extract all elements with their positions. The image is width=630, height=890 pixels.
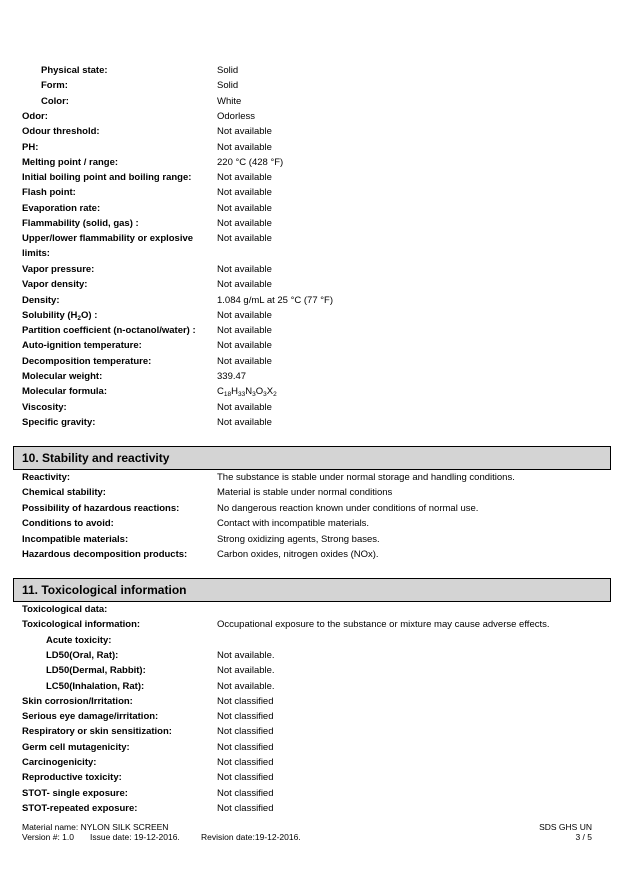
property-label: Hazardous decomposition products:	[22, 549, 188, 560]
property-row	[0, 185, 630, 200]
property-label: Decomposition temperature:	[22, 355, 152, 367]
property-value: Occupational exposure to the substance or mixture may cause adverse effects.	[217, 619, 550, 631]
property-label: Toxicological information:	[22, 619, 141, 631]
property-row	[0, 485, 630, 500]
property-label: Reactivity:	[22, 472, 71, 483]
property-value: Not available	[217, 340, 272, 352]
property-row	[0, 124, 630, 139]
property-value: Not available.	[217, 665, 275, 677]
property-label: Acute toxicity:	[46, 634, 112, 646]
property-value: 1.084 g/mL at 25 °C (77 °F)	[217, 294, 334, 306]
property-row	[0, 470, 630, 485]
property-label: Form:	[41, 80, 68, 92]
property-value: 220 °C (428 °F)	[217, 156, 284, 168]
property-row	[0, 109, 630, 124]
property-value: Not available	[217, 126, 272, 138]
property-value: Not available	[217, 325, 272, 337]
property-label: Viscosity:	[22, 401, 67, 413]
property-value: Not available.	[217, 680, 275, 692]
property-label: Evaporation rate:	[22, 202, 101, 214]
property-label: Initial boiling point and boiling range:	[22, 172, 192, 184]
property-row	[0, 648, 630, 663]
property-value: Contact with incompatible materials.	[217, 518, 370, 530]
property-value: Strong oxidizing agents, Strong bases.	[217, 533, 380, 545]
property-label: Serious eye damage/irritation:	[22, 711, 159, 723]
property-row	[0, 633, 630, 648]
property-label: Physical state:	[41, 65, 108, 76]
property-label: Toxicological data:	[22, 604, 108, 615]
property-row	[0, 155, 630, 170]
property-label: LD50(Dermal, Rabbit):	[46, 665, 146, 677]
property-value: Not classified	[217, 711, 274, 723]
property-value: Not available	[217, 202, 272, 214]
property-row	[0, 740, 630, 755]
property-label: STOT- single exposure:	[22, 787, 128, 799]
property-value: Not available	[217, 309, 272, 321]
footer-doc-type: SDS GHS UN	[539, 822, 592, 832]
property-value: White	[217, 95, 242, 107]
property-label: Color:	[41, 95, 69, 107]
property-row	[0, 170, 630, 185]
property-value: Not classified	[217, 787, 274, 799]
property-row	[0, 231, 630, 246]
property-label: limits:	[22, 248, 50, 260]
property-label: Odor:	[22, 110, 48, 122]
property-label: Solubility $(H_2O)$ :	[22, 309, 98, 322]
property-label: Odour threshold:	[22, 126, 100, 138]
property-label: Chemical stability:	[22, 487, 106, 499]
property-label: Vapor density:	[22, 279, 88, 291]
property-row	[0, 663, 630, 678]
footer-revision-date: Revision date:19-12-2016.	[201, 832, 301, 842]
section-10-title: 10. Stability and reactivity	[22, 451, 170, 465]
property-row	[0, 293, 630, 308]
property-row	[0, 63, 630, 78]
property-row	[0, 277, 630, 292]
property-row	[0, 617, 630, 632]
property-value: Not available	[217, 172, 272, 184]
property-row	[0, 78, 630, 93]
property-label: STOT-repeated exposure:	[22, 802, 138, 814]
property-label: Flammability (solid, gas) :	[22, 218, 139, 229]
property-row	[0, 384, 630, 399]
property-row	[0, 369, 630, 384]
property-label: Upper/lower flammability or explosive	[22, 233, 194, 245]
property-row	[0, 770, 630, 785]
property-label: Carcinogenicity:	[22, 757, 97, 768]
property-row	[0, 801, 630, 816]
property-label: LD50(Oral, Rat):	[46, 649, 119, 661]
property-label: Vapor pressure:	[22, 263, 95, 275]
property-value: Not available	[217, 218, 272, 229]
property-value: Not available	[217, 233, 272, 245]
property-label: Specific gravity:	[22, 416, 96, 428]
property-row	[0, 724, 630, 739]
property-label: LC50(Inhalation, Rat):	[46, 680, 145, 692]
property-row	[0, 679, 630, 694]
property-label: Conditions to avoid:	[22, 518, 114, 530]
property-value: Not available	[217, 401, 272, 413]
property-label: Possibility of hazardous reactions:	[22, 502, 180, 514]
property-row	[0, 140, 630, 155]
property-value: Solid	[217, 80, 239, 92]
property-value: Material is stable under normal conditions	[217, 487, 393, 499]
property-label: Molecular weight:	[22, 371, 103, 382]
property-row	[0, 516, 630, 531]
property-label: Melting point / range:	[22, 156, 119, 168]
property-row	[0, 338, 630, 353]
property-row	[0, 94, 630, 109]
property-row-continuation	[0, 246, 630, 261]
property-value: Not available	[217, 279, 272, 291]
property-label: Flash point:	[22, 187, 76, 199]
property-value: Not available	[217, 187, 272, 199]
property-row	[0, 323, 630, 338]
property-row	[0, 262, 630, 277]
property-row	[0, 547, 630, 562]
footer-issue-date: Issue date: 19-12-2016.	[90, 832, 180, 842]
property-row	[0, 532, 630, 547]
property-value: 339.47	[217, 371, 247, 382]
property-label: Germ cell mutagenicity:	[22, 741, 130, 753]
property-row	[0, 602, 630, 617]
property-value: Odorless	[217, 110, 256, 122]
property-row	[0, 786, 630, 801]
property-row	[0, 400, 630, 415]
property-value: $C_{18}H_{33}N_3O_3X_2$	[217, 386, 277, 399]
property-value: Not available.	[217, 649, 275, 661]
property-label: Molecular formula:	[22, 386, 107, 398]
footer-version: Version #: 1.0	[22, 832, 74, 842]
property-row	[0, 694, 630, 709]
section-10-header	[13, 446, 611, 470]
property-value: Not available	[217, 416, 272, 428]
property-value: The substance is stable under normal storage and handling conditions.	[217, 472, 515, 483]
property-label: Density:	[22, 294, 60, 306]
property-row	[0, 354, 630, 369]
property-row	[0, 216, 630, 231]
property-label: Reproductive toxicity:	[22, 772, 122, 784]
property-row	[0, 201, 630, 216]
section-11-title: 11. Toxicological information	[22, 583, 187, 597]
property-value: Not classified	[217, 757, 274, 768]
section-11-header	[13, 578, 611, 602]
property-row	[0, 709, 630, 724]
property-label: Partition coefficient (n-octanol/water) :	[22, 325, 196, 337]
property-value: Not classified	[217, 741, 274, 753]
footer-material-name: Material name: NYLON SILK SCREEN	[22, 822, 169, 832]
property-value: Not available	[217, 141, 272, 153]
property-value: Not classified	[217, 802, 274, 814]
property-value: Not available	[217, 355, 272, 367]
property-value: Not classified	[217, 726, 274, 738]
property-label: Respiratory or skin sensitization:	[22, 726, 172, 738]
property-label: Incompatible materials:	[22, 533, 129, 545]
property-value: Carbon oxides, nitrogen oxides (NOx).	[217, 549, 379, 560]
property-value: No dangerous reaction known under conditions of normal use.	[217, 502, 479, 514]
property-value: Not classified	[217, 695, 274, 707]
property-label: Skin corrosion/Irritation:	[22, 695, 133, 707]
footer-page-number: 3 / 5	[575, 832, 592, 842]
property-label: Auto-ignition temperature:	[22, 340, 142, 352]
property-value: Not available	[217, 263, 272, 275]
property-row	[0, 415, 630, 430]
property-row	[0, 501, 630, 516]
property-value: Solid	[217, 65, 239, 76]
property-label: PH:	[22, 141, 39, 153]
property-value: Not classified	[217, 772, 274, 784]
property-row	[0, 755, 630, 770]
property-row	[0, 308, 630, 323]
